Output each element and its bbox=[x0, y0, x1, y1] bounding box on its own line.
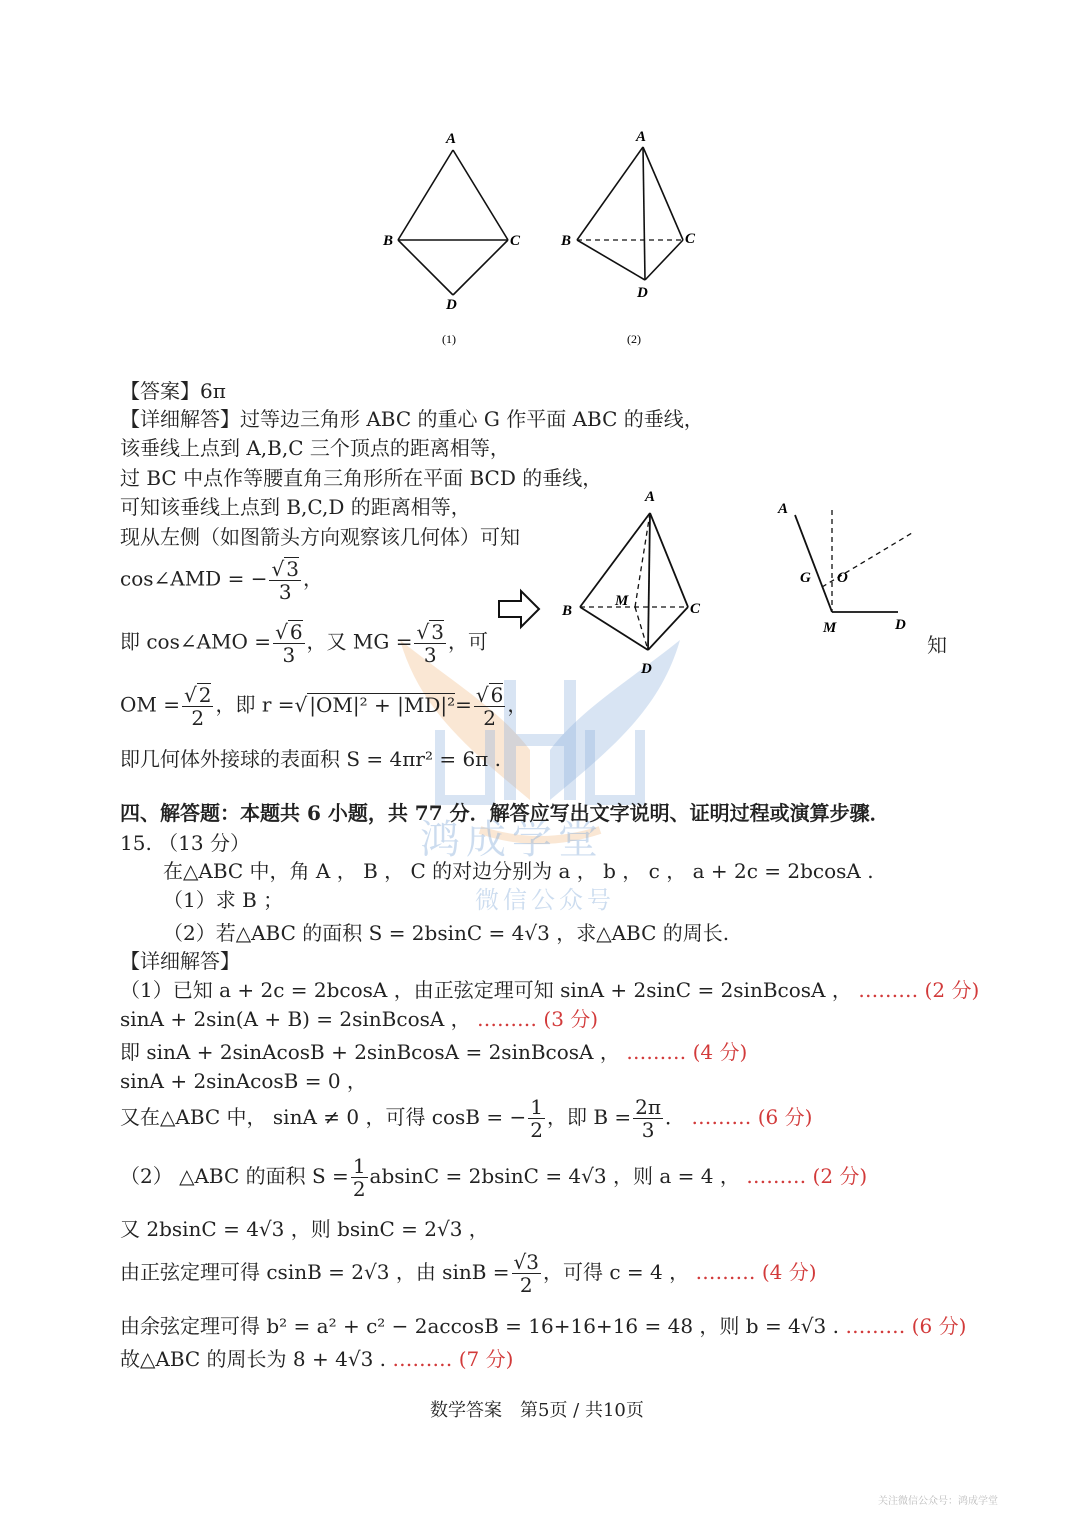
q15-step-4: sinA + 2sinAcosB = 0 ， bbox=[120, 1069, 367, 1093]
figure-1 bbox=[370, 125, 550, 355]
q15-part2: （2）若△ABC 的面积 S = 2bsinC = 4√3 ，求△ABC 的周长. bbox=[163, 921, 730, 945]
fig3-label-a: A bbox=[645, 489, 656, 505]
r-label: ，即 r = bbox=[215, 692, 295, 717]
q15-step-3: 即 sinA + 2sinAcosB + 2sinBcosA = 2sinBcosA ， ……… (4 分) bbox=[120, 1040, 748, 1064]
credit-text: 关注微信公众号：鸿成学堂 bbox=[878, 1496, 998, 1507]
om-md-radical: |OM|² + |MD|² bbox=[309, 692, 456, 717]
fig2-label-b: B bbox=[561, 233, 572, 249]
q15-step-2: sinA + 2sin(A + B) = 2sinBcosA ， ……… (3 分) bbox=[120, 1007, 599, 1031]
fig3-label-m: M bbox=[615, 593, 629, 609]
solution-line-3: 过 BC 中点作等腰直角三角形所在平面 BCD 的垂线， bbox=[120, 466, 603, 490]
fig3-label-c: C bbox=[690, 601, 701, 617]
fig1-label-d: D bbox=[446, 297, 457, 313]
side-text: 知 bbox=[927, 633, 947, 657]
watermark-text: 鸿成学堂 bbox=[420, 817, 604, 863]
om-line: OM = √ $\frac{2}{2}$ ，即 r =√ |OM|² + |MD|²= √ $\frac{6}{2}$ ， bbox=[120, 683, 527, 729]
section-4-heading: 四、解答题：本题共 6 小题，共 77 分．解答应写出文字说明、证明过程或演算步骤． bbox=[120, 801, 890, 825]
q15-step-5: 又在△ABC 中， sinA ≠ 0 ，可得 cosB = − $\frac{1}{2}$ ，即 B = $\frac{2\pi}{3}$ ． ……… (6 分) bbox=[120, 1095, 813, 1142]
figure-4 bbox=[770, 495, 930, 645]
answer-line bbox=[120, 378, 226, 404]
fig2-label-c: C bbox=[685, 231, 696, 247]
cos-amd-frac: √ $\frac{3}{3}$ bbox=[269, 557, 300, 603]
q15-step-9: 由余弦定理可得 b² = a² + c² − 2accosB = 16+16+16 = 48 ，则 b = 4√3 . ……… (6 分) bbox=[120, 1314, 967, 1338]
q15-stem: 在△ABC 中，角 A ， B ， C 的对边分别为 a ， b ， c ， a + 2c = 2bcosA . bbox=[163, 859, 874, 883]
fig3-label-d: D bbox=[641, 661, 652, 677]
cos-amd-label: cos∠AMD = − bbox=[120, 566, 268, 591]
page-footer: 数学答案 第5页 / 共10页 bbox=[430, 1400, 644, 1421]
cos-amo-line: 即 cos∠AMO = √ $\frac{6}{3}$ ，又 MG = √ $\frac{3}{3}$ ，可 bbox=[120, 620, 488, 666]
fig4-label-g: G bbox=[800, 570, 811, 586]
figure-3 bbox=[495, 485, 725, 685]
om-label: OM = bbox=[120, 692, 180, 717]
solution-line-1 bbox=[120, 406, 704, 432]
score-step-5: ……… (6 分) bbox=[691, 1105, 813, 1129]
solution-bracket: 【详细解答】 bbox=[120, 407, 240, 431]
score-step-8: ……… (4 分) bbox=[695, 1260, 817, 1284]
watermark-subtext: 微信公众号 bbox=[475, 886, 615, 914]
answer-value: 6π bbox=[200, 379, 226, 403]
solution-text-1: 过等边三角形 ABC 的重心 G 作平面 ABC 的垂线， bbox=[240, 407, 704, 431]
answer-bracket: 【答案】 bbox=[120, 379, 200, 403]
fig1-label-a: A bbox=[446, 131, 457, 147]
view-arrow-icon bbox=[499, 591, 539, 627]
q15-solution-bracket: 【详细解答】 bbox=[120, 949, 240, 973]
fig1-label-b: B bbox=[383, 233, 394, 249]
solution-line-5: 现从左侧（如图箭头方向观察该几何体）可知 bbox=[120, 525, 520, 549]
score-step-3: ……… (4 分) bbox=[626, 1040, 748, 1064]
fig4-label-o: O bbox=[837, 570, 848, 586]
cos-amo-label: 即 cos∠AMO = bbox=[120, 629, 272, 654]
q15-step-8: 由正弦定理可得 csinB = 2√3 ，由 sinB = $\frac{√3}{2}$ ，可得 c = 4 ， ……… (4 分) bbox=[120, 1250, 817, 1297]
figure-2 bbox=[555, 125, 725, 355]
fig1-label-c: C bbox=[510, 233, 521, 249]
score-step-1: ……… (2 分) bbox=[858, 978, 980, 1002]
fig2-label-d: D bbox=[637, 285, 648, 301]
fig1-caption: (1) bbox=[442, 332, 456, 346]
score-step-10: ……… (7 分) bbox=[392, 1347, 514, 1371]
score-step-2: ……… (3 分) bbox=[477, 1007, 599, 1031]
cos-amd-line: cos∠AMD = − √ $\frac{3}{3}$ ， bbox=[120, 557, 323, 603]
q15-head: 15. （13 分） bbox=[120, 831, 250, 855]
fig4-label-a: A bbox=[778, 501, 789, 517]
q15-step-1: （1）已知 a + 2c = 2bcosA ，由正弦定理可知 sinA + 2sinC = 2sinBcosA ， ……… (2 分) bbox=[120, 978, 980, 1002]
mg-label: ，又 MG = bbox=[306, 629, 413, 654]
fig2-caption: (2) bbox=[627, 332, 641, 346]
fig2-label-a: A bbox=[636, 129, 647, 145]
score-step-6: ……… (2 分) bbox=[746, 1164, 868, 1188]
solution-line-4: 可知该垂线上点到 B,C,D 的距离相等， bbox=[120, 495, 471, 519]
q15-step-6: （2） △ABC 的面积 S = $\frac{1}{2}$ absinC = 2bsinC = 4√3 ，则 a = 4 ， ……… (2 分) bbox=[120, 1154, 868, 1201]
solution-line-2: 该垂线上点到 A,B,C 三个顶点的距离相等， bbox=[120, 436, 510, 460]
score-step-9: ……… (6 分) bbox=[845, 1314, 967, 1338]
fig4-label-d: D bbox=[895, 617, 906, 633]
q15-step-10: 故△ABC 的周长为 8 + 4√3 . ……… (7 分) bbox=[120, 1347, 514, 1371]
fig3-label-b: B bbox=[562, 603, 573, 619]
q15-step-7: 又 2bsinC = 4√3 ，则 bsinC = 2√3 ， bbox=[120, 1217, 489, 1241]
q15-part1: （1）求 B ； bbox=[163, 888, 284, 912]
surface-area-line: 即几何体外接球的表面积 S = 4πr² = 6π . bbox=[120, 747, 502, 771]
fig4-label-m: M bbox=[823, 620, 837, 636]
